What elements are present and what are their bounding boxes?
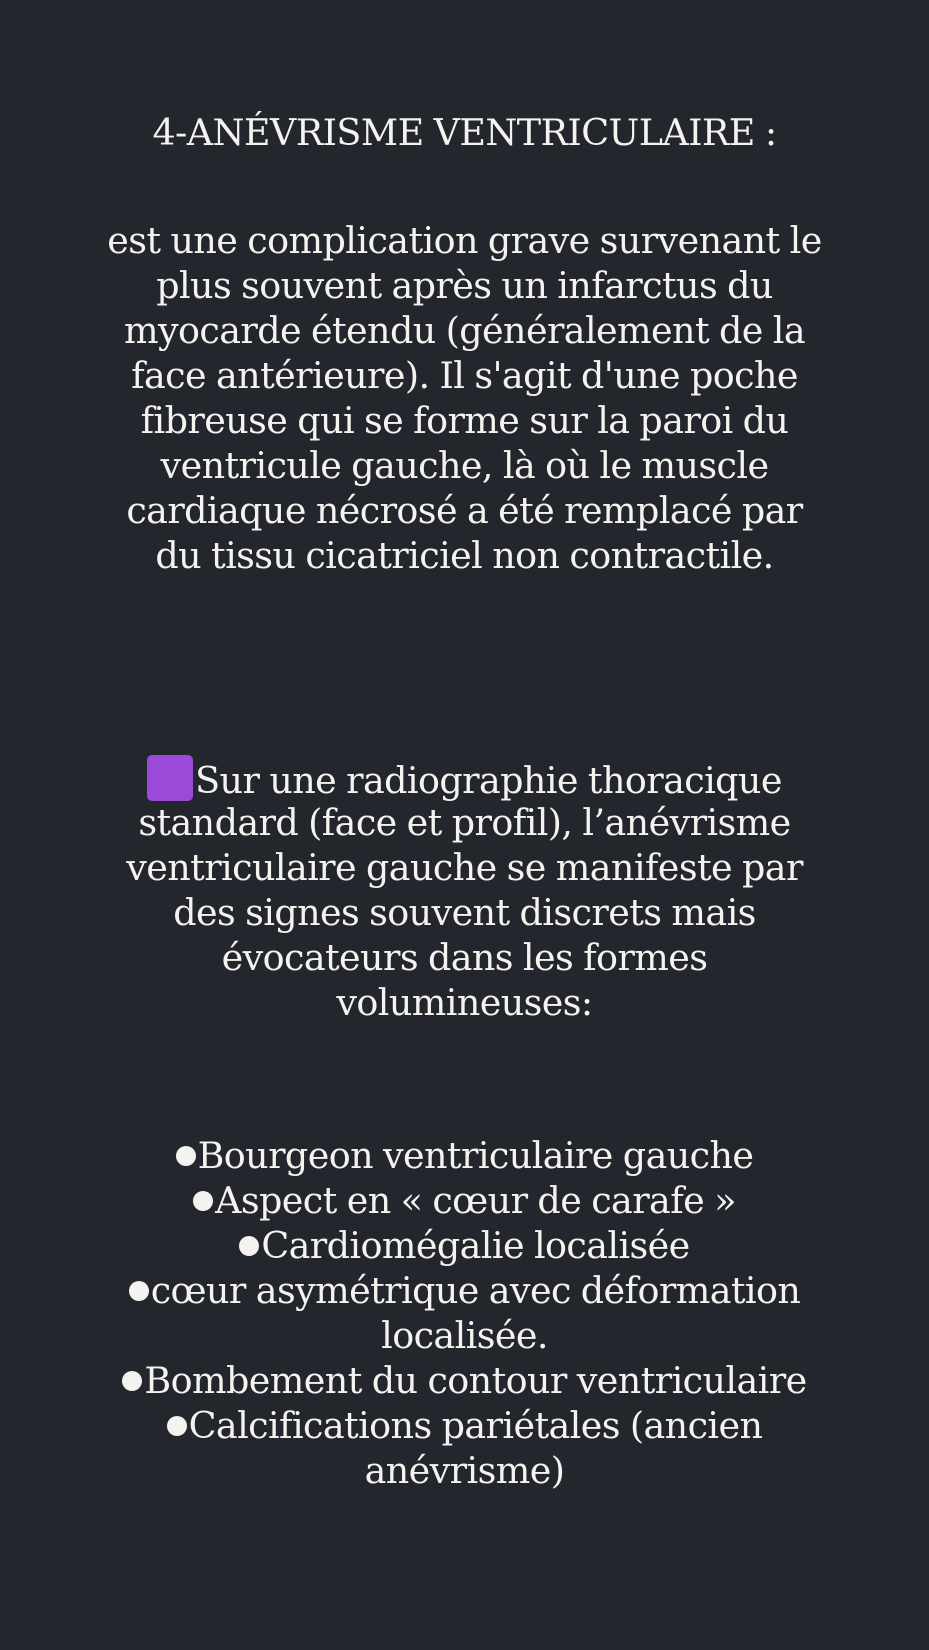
paragraph-line: des signes souvent discrets mais xyxy=(173,891,756,934)
list-item xyxy=(0,1133,929,1178)
paragraph-line: évocateurs dans les formes xyxy=(221,936,708,979)
bullet-dot-icon xyxy=(167,1416,187,1436)
paragraph-line-with-icon xyxy=(0,755,929,800)
bullet-dot-icon xyxy=(176,1146,196,1166)
list-item xyxy=(0,1403,929,1448)
page-title xyxy=(0,110,929,155)
list-item xyxy=(0,1268,929,1313)
list-item xyxy=(0,1178,929,1223)
list-item-continuation: anévrisme) xyxy=(364,1449,565,1492)
bullet-dot-icon xyxy=(193,1191,213,1211)
paragraph-line: est une complication grave survenant le xyxy=(107,219,822,262)
paragraph-line: cardiaque nécrosé a été remplacé par xyxy=(126,489,803,532)
list-item-text: Bombement du contour ventriculaire xyxy=(144,1359,807,1402)
definition-paragraph xyxy=(0,218,929,578)
bullet-dot-icon xyxy=(239,1236,259,1256)
paragraph-line: du tissu cicatriciel non contractile. xyxy=(155,534,774,577)
paragraph-line: volumineuses: xyxy=(336,981,593,1024)
purple-square-icon xyxy=(147,755,193,801)
paragraph-line: fibreuse qui se forme sur la paroi du xyxy=(140,399,789,442)
paragraph-line: face antérieure). Il s'agit d'une poche xyxy=(131,354,798,397)
paragraph-line: ventricule gauche, là où le muscle xyxy=(160,444,769,487)
bullet-dot-icon xyxy=(129,1281,149,1301)
list-item-text: cœur asymétrique avec déformation xyxy=(150,1269,801,1312)
signs-list xyxy=(0,1133,929,1493)
paragraph-line: myocarde étendu (généralement de la xyxy=(123,309,806,352)
list-item-text: Calcifications pariétales (ancien xyxy=(188,1404,763,1447)
list-item-text: Aspect en « cœur de carafe » xyxy=(215,1179,736,1222)
paragraph-line: standard (face et profil), l’anévrisme xyxy=(138,801,791,844)
bullet-dot-icon xyxy=(122,1371,142,1391)
list-item xyxy=(0,1223,929,1268)
list-item xyxy=(0,1358,929,1403)
title-line: 4-ANÉVRISME VENTRICULAIRE : xyxy=(152,111,777,154)
list-item-continuation: localisée. xyxy=(381,1314,548,1357)
list-item-text: Cardiomégalie localisée xyxy=(261,1224,690,1267)
paragraph-line-text: Sur une radiographie thoracique xyxy=(195,759,782,802)
paragraph-line: ventriculaire gauche se manifeste par xyxy=(126,846,803,889)
paragraph-line: plus souvent après un infarctus du xyxy=(156,264,773,307)
radiography-paragraph xyxy=(0,755,929,1025)
list-item-text: Bourgeon ventriculaire gauche xyxy=(197,1134,754,1177)
